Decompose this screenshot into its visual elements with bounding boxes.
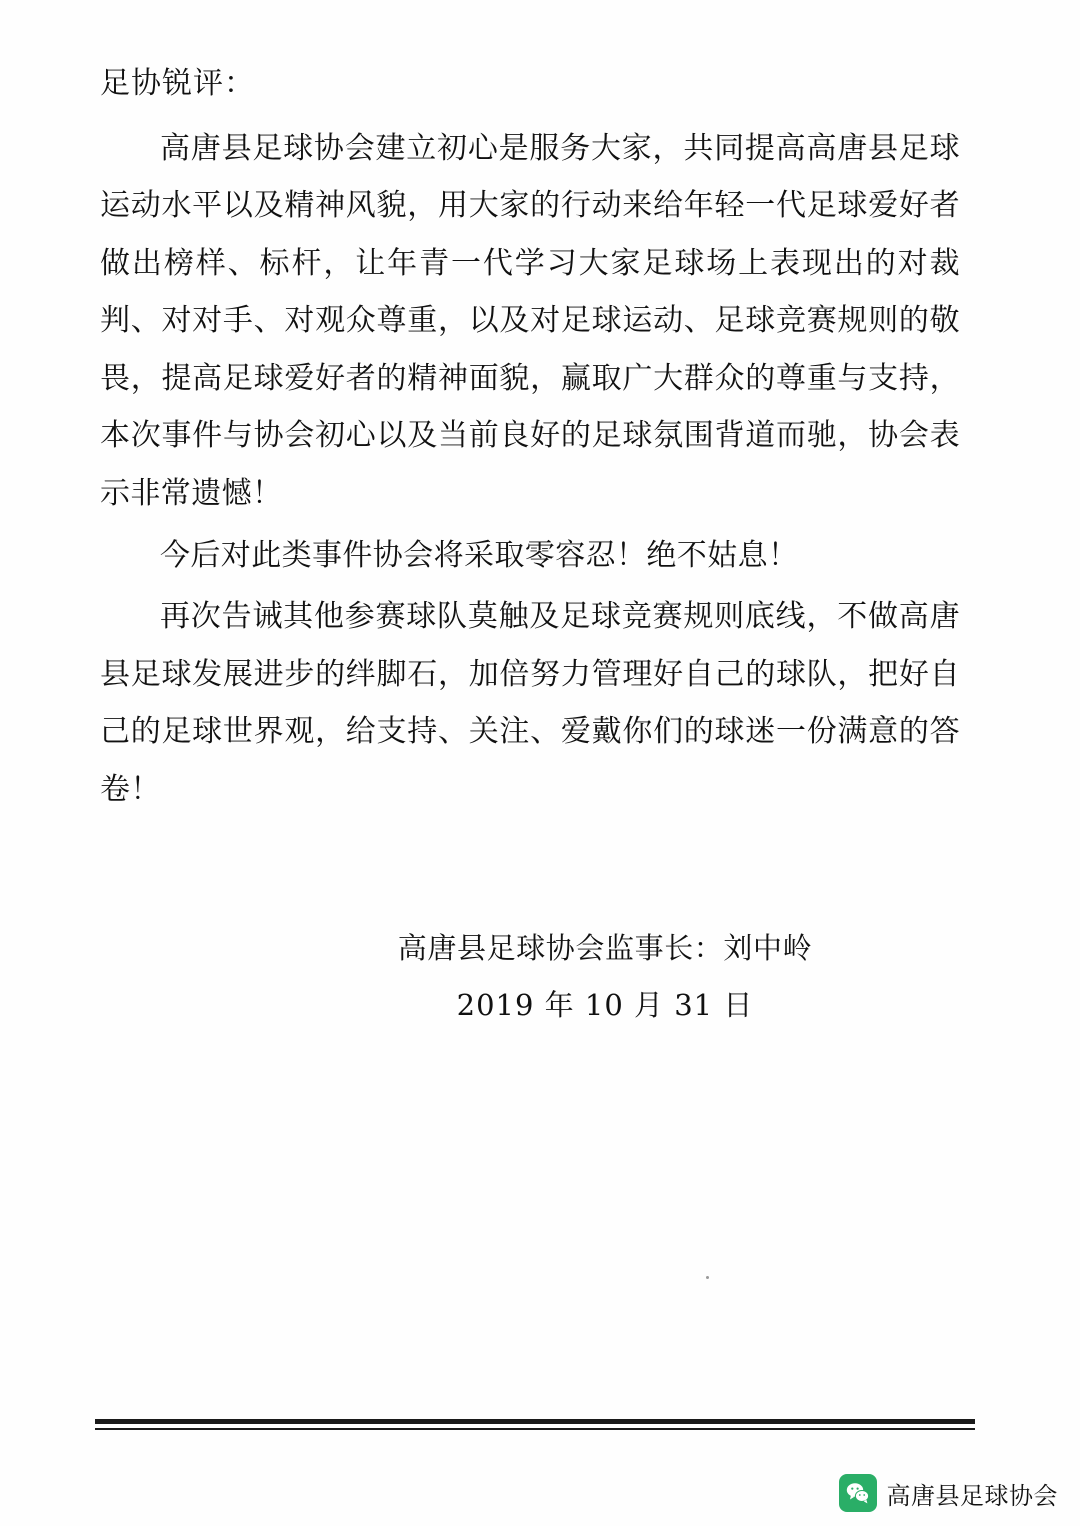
paragraph-3: 再次告诫其他参赛球队莫触及足球竞赛规则底线，不做高唐县足球发展进步的绊脚石，加倍努力管理好自己的球队，把好自己的足球世界观，给支持、关注、爱戴你们的球迷一份满意的答卷！ (100, 599, 960, 808)
footer-divider (95, 1419, 975, 1430)
wechat-icon (839, 1474, 877, 1512)
signature-block (100, 920, 960, 1033)
document-heading: 足协锐评： (100, 66, 255, 101)
paragraph-1: 高唐县足球协会建立初心是服务大家，共同提高高唐县足球运动水平以及精神风貌，用大家的行动来给年轻一代足球爱好者做出榜样、标杆，让年青一代学习大家足球场上表现出的对裁判、对对手、对观众尊重，以及对足球运动、足球竞赛规则的敬畏，提高足球爱好者的精神面貌，赢取广大群众的尊重与支持，本次事件与协会初心以及当前良好的足球氛围背道而驰，协会表示非常遗憾！ (100, 130, 960, 512)
signature-name: 高唐县足球协会监事长：刘中岭 (397, 931, 813, 965)
paragraph-2: 今后对此类事件协会将采取零容忍！绝不姑息！ (160, 537, 799, 573)
page-speck (706, 1276, 709, 1279)
signature-date: 2019 年 10 月 31 日 (456, 987, 754, 1022)
divider-thin-line (95, 1428, 975, 1430)
divider-thick-line (95, 1419, 975, 1424)
document-body (100, 62, 960, 823)
account-name-label: 高唐县足球协会 (886, 1482, 1058, 1510)
wechat-account-badge[interactable] (839, 1474, 1059, 1512)
